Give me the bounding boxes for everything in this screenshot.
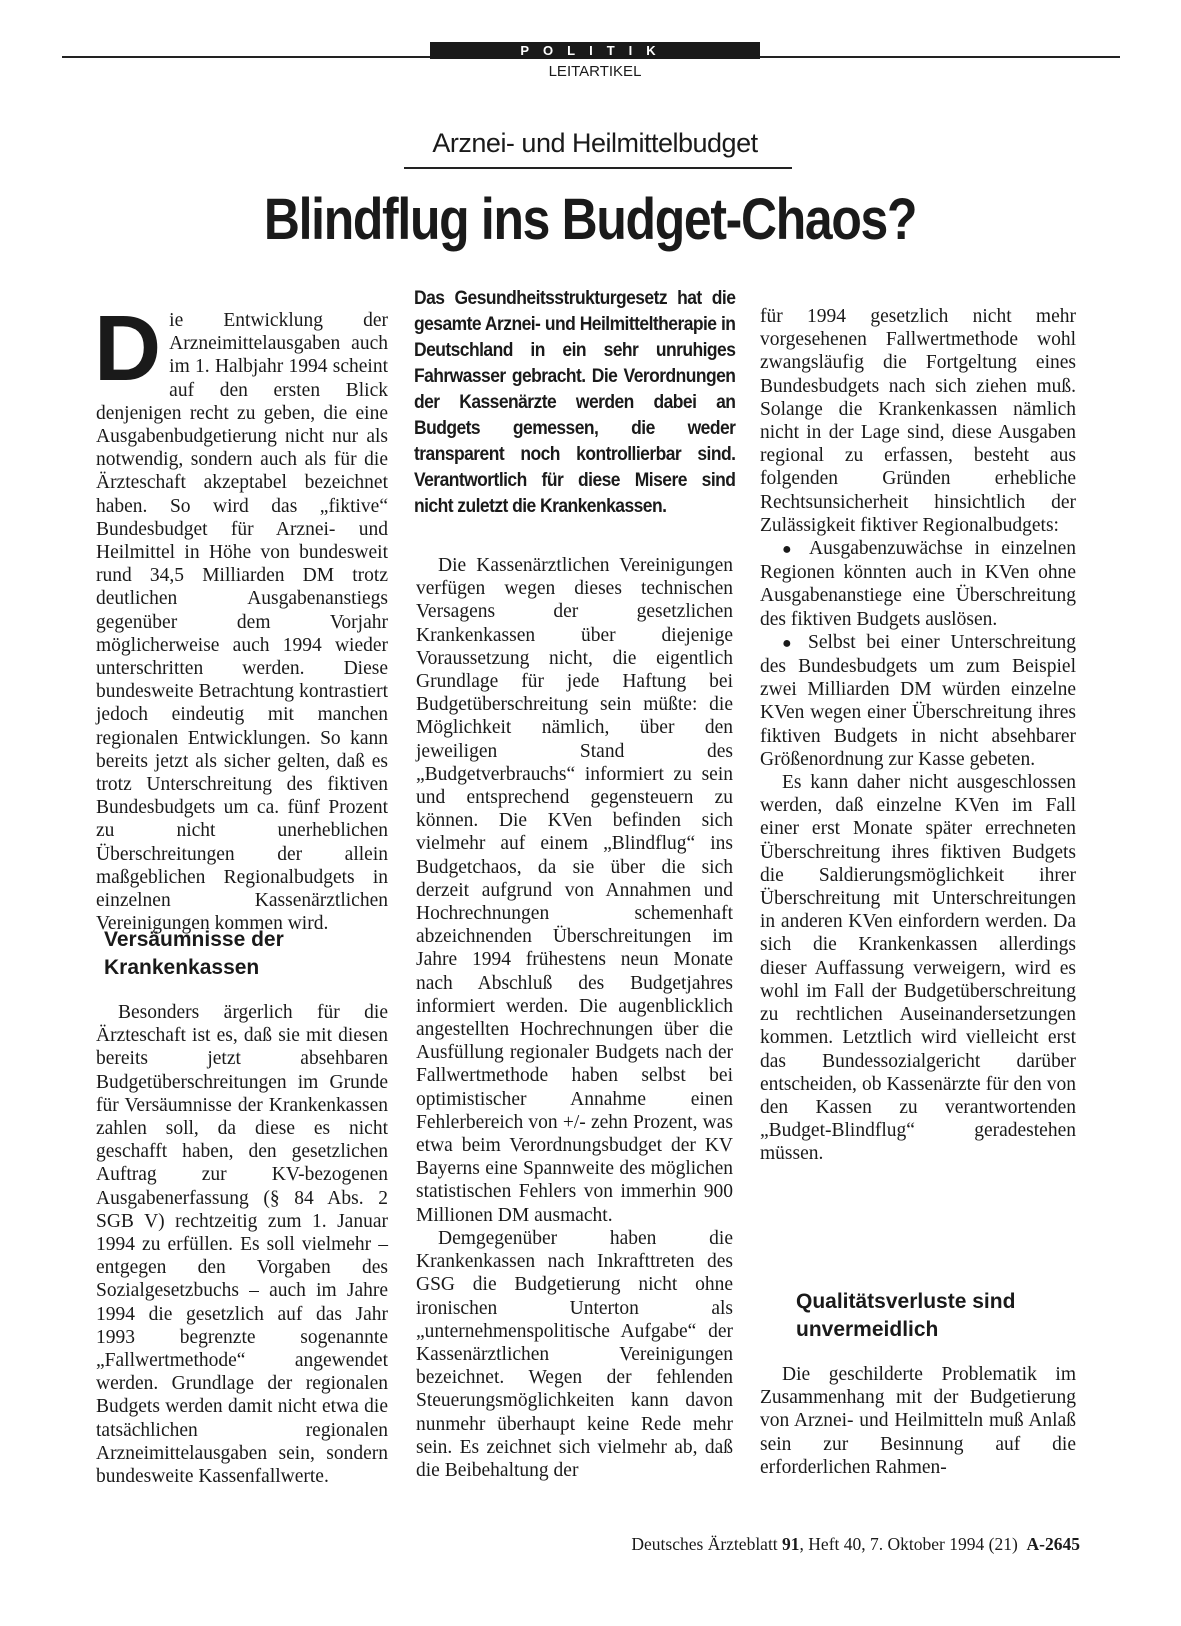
body-paragraph: für 1994 gesetzlich nicht mehr vorgesehenen Fallwertmethode wohl zwangsläufig die Fortgeltung eines Bundesbudgets nach sich ziehen muß. Solange die Krankenkassen nämlich nicht in der Lage sind, diese Ausgaben regional zu erfassen, besteht aus folgenden Gründen erhebliche Rechtsunsicherheit hinsichtlich der Zulässigkeit fiktiver Regionalbudgets: <box>760 306 1076 536</box>
issue-info: , Heft 40, 7. Oktober 1994 (21) <box>799 1534 1018 1554</box>
volume-number: 91 <box>782 1534 800 1554</box>
column-1 <box>94 296 388 935</box>
bullet-item <box>760 631 1076 771</box>
kicker-underline <box>404 167 792 169</box>
publication-name: Deutsches Ärzteblatt <box>631 1534 778 1554</box>
intro-text: ie Entwicklung der Arzneimittelausgaben auch im 1. Halbjahr 1994 scheint auf den ersten Blick denjenigen recht zu geben, die eine Ausgabenbudgetierung nicht nur als notwendig, sondern auch als für die Ärzteschaft akzeptabel bezeichnet haben. So wird das „fiktive“ Bundesbudget für Arznei- und Heilmittel in Höhe von bundesweit rund 34,5 Milliarden DM trotz deutlichen Ausgabenanstiegs gegenüber dem Vorjahr möglicherweise auch 1994 wieder unterschritten werden. Diese bundesweite Betrachtung kontrastiert jedoch eindeutig mit manchen regionalen Entwicklungen. So kann bereits jetzt als sicher gelten, daß es trotz Unterschreitung des fiktiven Bundesbudgets um ca. fünf Prozent zu nicht unerheblichen Überschreitungen der allein maßgeblichen Regionalbudgets in einzelnen Kassenärztlichen Vereinigungen kommen wird. <box>96 310 388 935</box>
section-label: POLITIK <box>430 42 760 59</box>
article-headline: Blindflug ins Budget-Chaos? <box>263 187 917 252</box>
subheading-versaeumnisse: Versäumnisse der Krankenkassen <box>104 928 284 979</box>
body-paragraph: Die Kassenärztlichen Vereinigungen verfügen wegen dieses technischen Versagens der gesetzlichen Krankenkassen über diejenige Voraussetzung nicht, die eigentlich Grundlage für jede Haftung bei Budgetüberschreitung sein müßte: die Möglichkeit nämlich, über den jeweiligen Stand des „Budgetverbrauchs“ informiert zu sein und entsprechend gegensteuern zu können. Die KVen befinden sich vielmehr auf einem „Blindflug“ ins Budgetchaos, da sie über die sich derzeit aufgrund von Annahmen und Hochrechnungen schemenhaft abzeichnenden Überschreitungen im Jahre 1994 frühestens neun Monate nach Abschluß des Budgetjahres informiert werden. Die augenblicklich angestellten Hochrechnungen über die Ausfüllung regionaler Budgets nach der Fallwertmethode haben selbst bei optimistischer Annahme einen Fehlerbereich von +/- zehn Prozent, was etwa beim Verordnungsbudget der KV Bayerns eine Spannweite des möglichen statistischen Fehlers von immerhin 900 Millionen DM ausmacht. <box>416 555 733 1226</box>
body-paragraph: Es kann daher nicht ausgeschlossen werden, daß einzelne KVen im Fall einer erst Monate später errechneten Überschreitung ihres fiktiven Budgets die Saldierungsmöglichkeit ihrer Überschreitung mit Unterschreitungen in anderen KVen einfordern werden. Da sich die Krankenkassen allerdings dieser Auffassung verweigern, wird es wohl im Fall der Budgetüberschreitung zu rechtlichen Auseinandersetzungen kommen. Letztlich wird vielleicht erst das Bundessozialgericht darüber entscheiden, ob Kassenärzte für den von den Kassen zu verantwortenden „Budget-Blindflug“ geradestehen müssen. <box>760 772 1076 1165</box>
body-paragraph: Besonders ärgerlich für die Ärzteschaft ist es, daß sie mit diesen bereits jetzt absehbaren Budgetüberschreitungen im Grunde für Versäumnisse der Krankenkassen zahlen soll, da diese es nicht geschafft haben, den gesetzlichen Auftrag zur KV-bezogenen Ausgabenerfassung (§ 84 Abs. 2 SGB V) rechtzeitig zum 1. Januar 1994 zu erfüllen. Es soll vielmehr – entgegen den Vorgaben des Sozialgesetzbuchs – auch im Jahre 1994 die gesetzlich auf das Jahr 1993 begrenzte sogenannte „Fallwertmethode“ angewendet werden. Grundlage der regionalen Budgets werden damit nicht etwa die tatsächlichen regionalen Arzneimittelausgaben sein, sondern bundesweite Kassenfallwerte. <box>96 1002 388 1488</box>
column-3 <box>760 305 1076 1166</box>
body-paragraph: Die geschilderte Problematik im Zusammenhang mit der Budgetierung von Arznei- und Heilmitteln muß Anlaß sein zur Besinnung auf die erforderlichen Rahmen- <box>760 1364 1076 1478</box>
bullet-text: Selbst bei einer Unterschreitung des Bundesbudgets um zum Beispiel zwei Milliarden DM würden einzelne KVen wegen einer Überschreitung ihres fiktiven Budgets in nicht absehbarer Größenordnung zur Kasse gebeten. <box>760 631 1076 770</box>
column-2 <box>416 554 733 1482</box>
intro-paragraph <box>94 296 388 935</box>
lead-paragraph: Das Gesundheitsstrukturgesetz hat die gesamte Arznei- und Heilmitteltherapie in Deutschland in ein sehr unruhiges Fahrwasser gebracht. Die Verordnungen der Kassenärzte werden dabei an Budgets gemessen, die weder transparent noch kontrollierbar sind. Verantwortlich für diese Misere sind nicht zuletzt die Krankenkassen. <box>414 288 736 517</box>
article-kicker: Arznei- und Heilmittelbudget <box>432 128 758 158</box>
subheading-qualitaetsverluste: Qualitätsverluste sind unvermeidlich <box>796 1290 1016 1341</box>
drop-cap: D <box>94 296 162 400</box>
bullet-item <box>760 537 1076 631</box>
bullet-icon: ● <box>782 634 798 652</box>
lead-paragraph-box <box>414 286 736 520</box>
page-number: A-2645 <box>1026 1534 1080 1554</box>
page-footer <box>560 1534 1080 1555</box>
subsection-label: LEITARTIKEL <box>548 63 642 80</box>
column-1-lower <box>96 1001 388 1488</box>
body-paragraph: Demgegenüber haben die Krankenkassen nach Inkrafttreten des GSG die Budgetierung nicht ohne ironischen Unterton als „unternehmenspolitische Aufgabe“ der Kassenärztlichen Vereinigungen bezeichnet. Wegen der fehlenden Steuerungsmöglichkeiten kann davon nunmehr überhaupt keine Rede mehr sein. Es zeichnet sich vielmehr ab, daß die Beibehaltung der <box>416 1227 733 1481</box>
bullet-icon: ● <box>782 541 799 559</box>
bullet-text: Ausgabenzuwächse in einzelnen Regionen könnten auch in KVen ohne Ausgabenanstiege eine Überschreitung des fiktiven Budgets auslösen. <box>760 538 1076 630</box>
column-3-lower <box>760 1363 1076 1479</box>
